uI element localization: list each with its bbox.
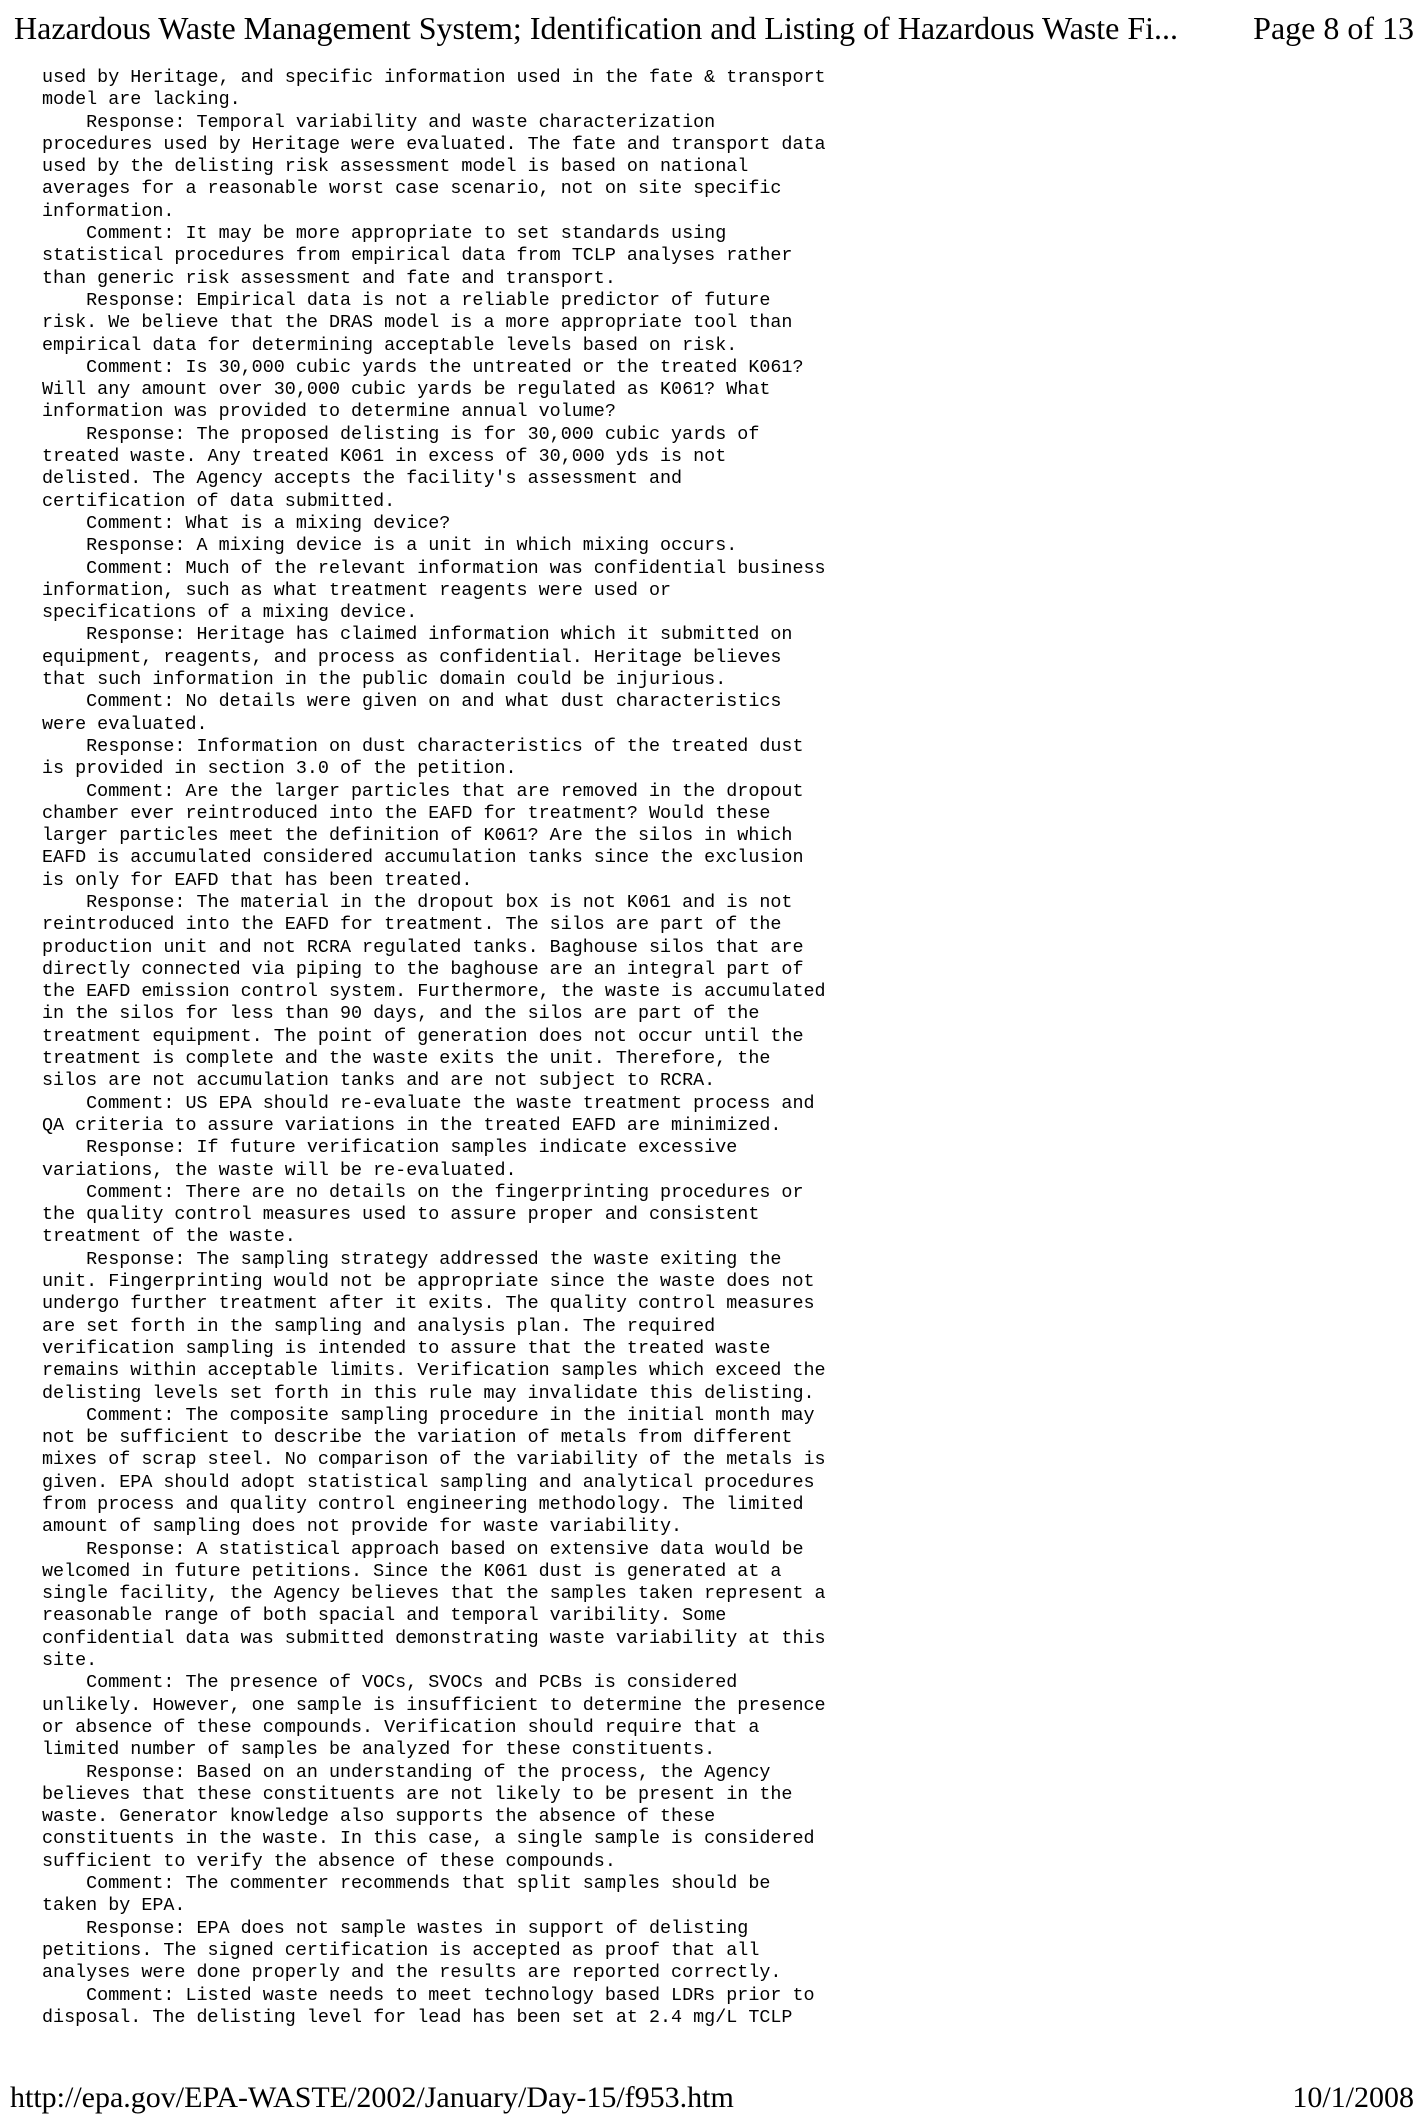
body-text-line: single facility, the Agency believes that the samples taken represent a	[42, 1583, 826, 1605]
body-text-line: Response: The material in the dropout box is not K061 and is not	[42, 891, 793, 913]
body-text-line: risk. We believe that the DRAS model is a more appropriate tool than	[42, 312, 793, 334]
body-text-line: than generic risk assessment and fate and transport.	[42, 267, 616, 289]
body-text-line: verification sampling is intended to assure that the treated waste	[42, 1337, 771, 1359]
body-text-line: confidential data was submitted demonstrating waste variability at this	[42, 1627, 826, 1649]
body-text-line: analyses were done properly and the results are reported correctly.	[42, 1962, 782, 1984]
body-text-line: treated waste. Any treated K061 in excess of 30,000 yds is not	[42, 446, 727, 468]
body-text-line: used by the delisting risk assessment model is based on national	[42, 156, 749, 178]
body-text-line: from process and quality control engineering methodology. The limited	[42, 1494, 804, 1515]
body-text-line: remains within acceptable limits. Verification samples which exceed the	[42, 1360, 826, 1382]
body-text-line: Response: The proposed delisting is for 30,000 cubic yards of	[42, 423, 760, 445]
body-text-line: chamber ever reintroduced into the EAFD for treatment? Would these	[42, 802, 771, 824]
body-text-line: Comment: The commenter recommends that split samples should be	[42, 1873, 771, 1895]
body-text-line: amount of sampling does not provide for waste variability.	[42, 1516, 683, 1538]
body-text-line: taken by EPA.	[42, 1895, 186, 1917]
body-text-line: Response: Temporal variability and waste characterization	[42, 111, 716, 133]
body-text-line: not be sufficient to describe the variation of metals from different	[42, 1427, 793, 1449]
body-text-line: information, such as what treatment reagents were used or	[42, 579, 672, 601]
body-text-line: averages for a reasonable worst case scenario, not on site specific	[42, 178, 782, 200]
body-text-line: limited number of samples be analyzed for these constituents.	[42, 1739, 716, 1761]
print-date: 10/1/2008	[1292, 2081, 1414, 2114]
body-text-line: certification of data submitted.	[42, 490, 396, 512]
body-text-line: treatment equipment. The point of generation does not occur until the	[42, 1025, 804, 1047]
body-text-line: Response: Based on an understanding of the process, the Agency	[42, 1761, 771, 1783]
body-text-line: Response: Heritage has claimed information which it submitted on	[42, 624, 793, 646]
body-text-line: Comment: Are the larger particles that are removed in the dropout	[42, 780, 804, 802]
body-text-line: silos are not accumulation tanks and are not subject to RCRA.	[42, 1070, 716, 1092]
body-text-line: petitions. The signed certification is accepted as proof that all	[42, 1939, 760, 1961]
body-text-line: waste. Generator knowledge also supports the absence of these	[42, 1806, 716, 1828]
body-text-line: believes that these constituents are not likely to be present in the	[42, 1783, 793, 1805]
page-header	[14, 4, 1414, 52]
body-text-line: EAFD is accumulated considered accumulation tanks since the exclusion	[42, 847, 804, 869]
body-text-line: delisting levels set forth in this rule may invalidate this delisting.	[42, 1382, 815, 1404]
body-text-line: treatment is complete and the waste exits the unit. Therefore, the	[42, 1048, 771, 1070]
body-text-line: delisted. The Agency accepts the facility's assessment and	[42, 468, 683, 490]
body-text-line: Response: A statistical approach based on extensive data would be	[42, 1538, 804, 1560]
body-text-line: Comment: US EPA should re-evaluate the waste treatment process and	[42, 1092, 815, 1114]
body-text-line: is provided in section 3.0 of the petition.	[42, 758, 517, 780]
body-text-line: that such information in the public domain could be injurious.	[42, 669, 727, 691]
body-text-line: Comment: Is 30,000 cubic yards the untreated or the treated K061?	[42, 356, 804, 378]
body-text-line: specifications of a mixing device.	[42, 602, 418, 624]
body-text-line: larger particles meet the definition of K061? Are the silos in which	[42, 825, 793, 847]
body-text-line: Comment: Much of the relevant information was confidential business	[42, 557, 826, 579]
body-text-line: directly connected via piping to the baghouse are an integral part of	[42, 958, 804, 980]
body-text-line: disposal. The delisting level for lead has been set at 2.4 mg/L TCLP	[42, 2006, 793, 2028]
document-title: Hazardous Waste Management System; Identification and Listing of Hazardous Waste Fi...	[14, 10, 1179, 46]
body-text-line: Comment: What is a mixing device?	[42, 512, 451, 534]
body-text-line: QA criteria to assure variations in the treated EAFD are minimized.	[42, 1114, 782, 1136]
body-text-line: treatment of the waste.	[42, 1226, 296, 1248]
body-text-line: are set forth in the sampling and analysis plan. The required	[42, 1315, 716, 1337]
body-text-line: used by Heritage, and specific information used in the fate & transport	[42, 67, 826, 88]
body-text-line: site.	[42, 1650, 98, 1672]
page-footer	[10, 2078, 1414, 2118]
body-text-line: information was provided to determine annual volume?	[42, 401, 616, 423]
body-text-line: Comment: It may be more appropriate to set standards using	[42, 223, 727, 245]
body-text-line: constituents in the waste. In this case, a single sample is considered	[42, 1828, 815, 1850]
body-text-line: Comment: There are no details on the fingerprinting procedures or	[42, 1181, 804, 1203]
body-text-line: were evaluated.	[42, 713, 208, 735]
body-text-line: is only for EAFD that has been treated.	[42, 869, 473, 891]
body-text-line: equipment, reagents, and process as confidential. Heritage believes	[42, 646, 782, 668]
body-text-line: Comment: The composite sampling procedure in the initial month may	[42, 1404, 815, 1426]
body-text-line: reintroduced into the EAFD for treatment. The silos are part of the	[42, 914, 782, 936]
body-text-line: statistical procedures from empirical data from TCLP analyses rather	[42, 245, 793, 267]
body-text-line: sufficient to verify the absence of these compounds.	[42, 1850, 616, 1872]
body-text-line: Will any amount over 30,000 cubic yards be regulated as K061? What	[42, 379, 771, 401]
body-text-line: procedures used by Heritage were evaluated. The fate and transport data	[42, 133, 826, 155]
page-number: Page 8 of 13	[1253, 10, 1414, 46]
body-text-line: welcomed in future petitions. Since the K061 dust is generated at a	[42, 1560, 782, 1582]
body-text-line: unlikely. However, one sample is insufficient to determine the presence	[42, 1694, 826, 1716]
body-text-line: unit. Fingerprinting would not be appropriate since the waste does not	[42, 1271, 815, 1293]
body-text-line: Response: Empirical data is not a reliable predictor of future	[42, 289, 771, 311]
body-text-line: undergo further treatment after it exits. The quality control measures	[42, 1293, 815, 1315]
body-text-line: Response: Information on dust characteristics of the treated dust	[42, 735, 804, 757]
body-text-line: or absence of these compounds. Verification should require that a	[42, 1716, 760, 1738]
body-text-line: empirical data for determining acceptable levels based on risk.	[42, 334, 738, 356]
body-text-line: Response: A mixing device is a unit in which mixing occurs.	[42, 535, 738, 557]
body-text-line: Response: The sampling strategy addressed the waste exiting the	[42, 1248, 782, 1270]
body-text-line: given. EPA should adopt statistical sampling and analytical procedures	[42, 1471, 815, 1493]
body-text-line: variations, the waste will be re-evaluated.	[42, 1159, 517, 1181]
body-text-line: Comment: Listed waste needs to meet technology based LDRs prior to	[42, 1984, 815, 2006]
source-url: http://epa.gov/EPA-WASTE/2002/January/Day-15/f953.htm	[10, 2081, 734, 2114]
document-body	[42, 67, 1402, 2029]
body-text-line: Comment: No details were given on and what dust characteristics	[42, 691, 782, 713]
body-text-line: Response: If future verification samples indicate excessive	[42, 1137, 738, 1159]
body-text-line: the quality control measures used to assure proper and consistent	[42, 1204, 760, 1226]
body-text-line: model are lacking.	[42, 89, 241, 111]
body-text-line: the EAFD emission control system. Furthermore, the waste is accumulated	[42, 981, 826, 1003]
body-text-line: production unit and not RCRA regulated tanks. Baghouse silos that are	[42, 936, 804, 958]
body-text-line: reasonable range of both spacial and temporal varibility. Some	[42, 1605, 727, 1627]
body-text-line: mixes of scrap steel. No comparison of the variability of the metals is	[42, 1449, 826, 1471]
body-text-line: Response: EPA does not sample wastes in support of delisting	[42, 1917, 749, 1939]
body-text-line: information.	[42, 200, 175, 222]
body-text-line: Comment: The presence of VOCs, SVOCs and PCBs is considered	[42, 1672, 738, 1694]
body-text-line: in the silos for less than 90 days, and the silos are part of the	[42, 1003, 760, 1025]
